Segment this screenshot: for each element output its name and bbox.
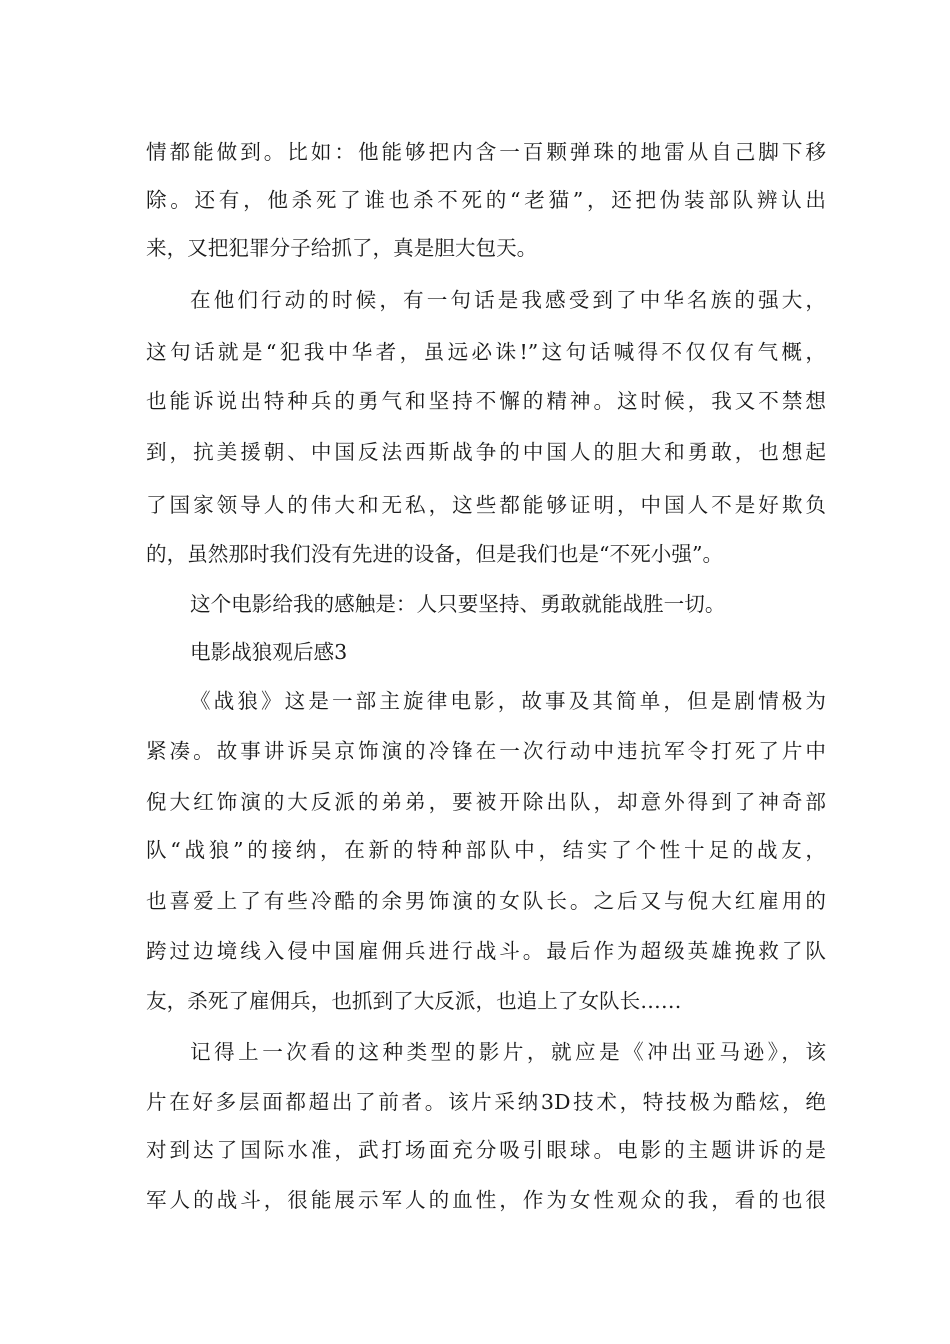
paragraph-start-line: 在他们行动的时候，有一句话是我感受到了中华名族的强大， xyxy=(190,288,826,312)
text-line: 了国家领导人的伟大和无私，这些都能够证明，中国人不是好欺负 xyxy=(146,493,826,517)
text-line: 跨过边境线入侵中国雇佣兵进行战斗。最后作为超级英雄挽救了队 xyxy=(146,939,826,963)
text-line: 除。还有，他杀死了谁也杀不死的“老猫”，还把伪装部队辨认出 xyxy=(146,188,826,212)
text-line: 情都能做到。比如：他能够把内含一百颗弹珠的地雷从自己脚下移 xyxy=(146,140,826,164)
text-line: 的，虽然那时我们没有先进的设备，但是我们也是“不死小强”。 xyxy=(146,542,724,566)
text-line: 也喜爱上了有些冷酷的余男饰演的女队长。之后又与倪大红雇用的 xyxy=(146,889,826,913)
paragraph-start-line: 这个电影给我的感触是：人只要坚持、勇敢就能战胜一切。 xyxy=(190,592,726,616)
section-heading: 电影战狼观后感3 xyxy=(190,640,348,664)
text-line: 紧凑。故事讲诉吴京饰演的冷锋在一次行动中违抗军令打死了片中 xyxy=(146,739,826,763)
text-line: 也能诉说出特种兵的勇气和坚持不懈的精神。这时候，我又不禁想 xyxy=(146,389,826,413)
paragraph-start-line: 《战狼》这是一部主旋律电影，故事及其简单，但是剧情极为 xyxy=(190,689,826,713)
text-line: 军人的战斗，很能展示军人的血性，作为女性观众的我，看的也很 xyxy=(146,1188,826,1212)
text-line: 到，抗美援朝、中国反法西斯战争的中国人的胆大和勇敢，也想起 xyxy=(146,440,826,464)
text-line: 来，又把犯罪分子给抓了，真是胆大包天。 xyxy=(146,236,538,260)
text-line: 对到达了国际水准，武打场面充分吸引眼球。电影的主题讲诉的是 xyxy=(146,1138,826,1162)
text-line: 队“战狼”的接纳，在新的特种部队中，结实了个性十足的战友， xyxy=(146,838,826,862)
text-line: 这句话就是“犯我中华者，虽远必诛!”这句话喊得不仅仅有气概， xyxy=(146,340,826,364)
text-line: 片在好多层面都超出了前者。该片采纳3D技术，特技极为酷炫，绝 xyxy=(146,1090,826,1114)
text-line: 倪大红饰演的大反派的弟弟，要被开除出队，却意外得到了神奇部 xyxy=(146,790,826,814)
text-line: 友，杀死了雇佣兵，也抓到了大反派，也追上了女队长…… xyxy=(146,989,682,1013)
paragraph-start-line: 记得上一次看的这种类型的影片，就应是《冲出亚马逊》，该 xyxy=(190,1040,826,1064)
